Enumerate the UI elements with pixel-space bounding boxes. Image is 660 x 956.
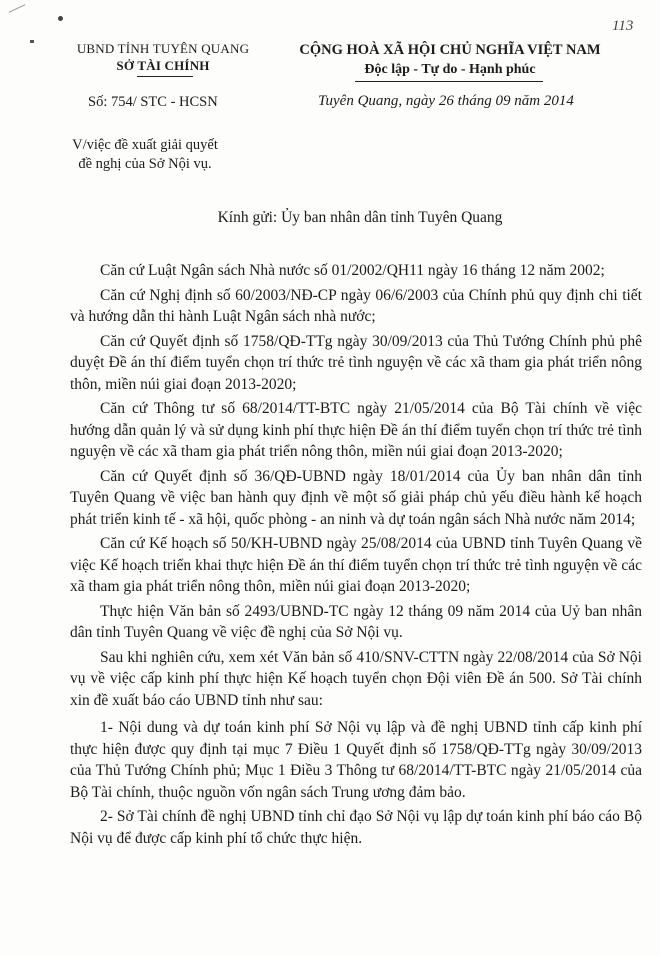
agency-underline [137,76,193,77]
body-paragraph: Thực hiện Văn bản số 2493/UBND-TC ngày 12 tháng 09 năm 2014 của Uỷ ban nhân dân tỉnh Tuyên Quang về việc đề nghị của Sở Nội vụ. [70,602,642,641]
scan-dot [58,16,63,21]
issuing-agency: UBND TỈNH TUYÊN QUANG [76,41,250,56]
scan-mark [9,4,26,13]
subject-line: đề nghị của Sở Nội vụ. [78,156,212,172]
body-paragraph: Căn cứ Luật Ngân sách Nhà nước số 01/2002/QH11 ngày 16 tháng 12 năm 2002; [100,262,605,279]
body-paragraph: Căn cứ Kế hoạch số 50/KH-UBND ngày 25/08/2014 của UBND tỉnh Tuyên Quang về việc Kế hoạch triển khai thực hiện Đề án thí điểm tuyển chọn trí thức trẻ tình nguyện về các xã tham gia phát triển nông thôn, miền núi giai đoạn 2013-2020; [70,535,642,595]
body-paragraph: Sau khi nghiên cứu, xem xét Văn bản số 410/SNV-CTTN ngày 22/08/2014 của Sở Nội vụ về việc cấp kinh phí thực hiện Kế hoạch tuyển chọn Đội viên Đề án 500. Sở Tài chính xin đề xuất báo cáo UBND tỉnh như sau: [70,648,642,709]
national-motto: Độc lập - Tự do - Hạnh phúc [364,62,536,77]
body-paragraph: Căn cứ Quyết định số 36/QĐ-UBND ngày 18/01/2014 của Ủy ban nhân dân tỉnh Tuyên Quang về việc ban hành quy định về một số giải pháp chủ yếu điều hành kế hoạch phát triển kinh tế - xã hội, quốc phòng - an ninh và dự toán ngân sách Nhà nước năm 2014; [70,467,642,528]
document-body [70,260,642,852]
body-paragraph: 1- Nội dung và dự toán kinh phí Sở Nội vụ lập và đề nghị UBND tỉnh cấp kinh phí thực hiện được quy định tại mục 7 Điều 1 Quyết định số 1758/QĐ-TTg ngày 30/09/2013 của Thủ Tướng Chính phủ; Mục 1 Điều 3 Thông tư 68/2014/TT-BTC ngày 21/05/2014 của Bộ Tài chính, thuộc nguồn vốn ngân sách Trung ương đảm bảo. [70,719,642,801]
national-title: CỘNG HOÀ XÃ HỘI CHỦ NGHĨA VIỆT NAM [299,42,601,58]
motto-underline [355,81,543,82]
salutation: Kính gửi: Ủy ban nhân dân tỉnh Tuyên Quang [217,209,503,226]
body-paragraph: Căn cứ Nghị định số 60/2003/NĐ-CP ngày 06/6/2003 của Chính phủ quy định chi tiết và hướng dẫn thi hành Luật Ngân sách nhà nước; [70,286,642,325]
body-paragraph: Căn cứ Quyết định số 1758/QĐ-TTg ngày 30/09/2013 của Thủ Tướng Chính phủ phê duyệt Đề án thí điểm tuyển chọn trí thức trẻ tình nguyện về các xã tham gia phát triển nông thôn, miền núi giai đoạn 2013-2020; [70,332,642,393]
subject-line: V/việc đề xuất giải quyết [72,137,218,153]
scan-mark-small [30,40,34,43]
body-paragraph: Căn cứ Thông tư số 68/2014/TT-BTC ngày 21/05/2014 của Bộ Tài chính về việc hướng dẫn quản lý và sử dụng kinh phí thực hiện Đề án thí điểm tuyển chọn trí thức trẻ tình nguyện về các xã tham gia phát triển nông thôn, miền núi giai đoạn 2013-2020; [70,400,642,460]
issuing-department: SỞ TÀI CHÍNH [116,58,210,73]
page-number: 113 [612,18,634,34]
body-paragraph: 2- Sở Tài chính đề nghị UBND tỉnh chỉ đạo Sở Nội vụ lập dự toán kinh phí báo cáo Bộ Nội vụ để được cấp kinh phí tổ chức thực hiện. [70,808,642,847]
document-number: Số: 754/ STC - HCSN [88,94,218,110]
place-and-date: Tuyên Quang, ngày 26 tháng 09 năm 2014 [318,93,574,109]
